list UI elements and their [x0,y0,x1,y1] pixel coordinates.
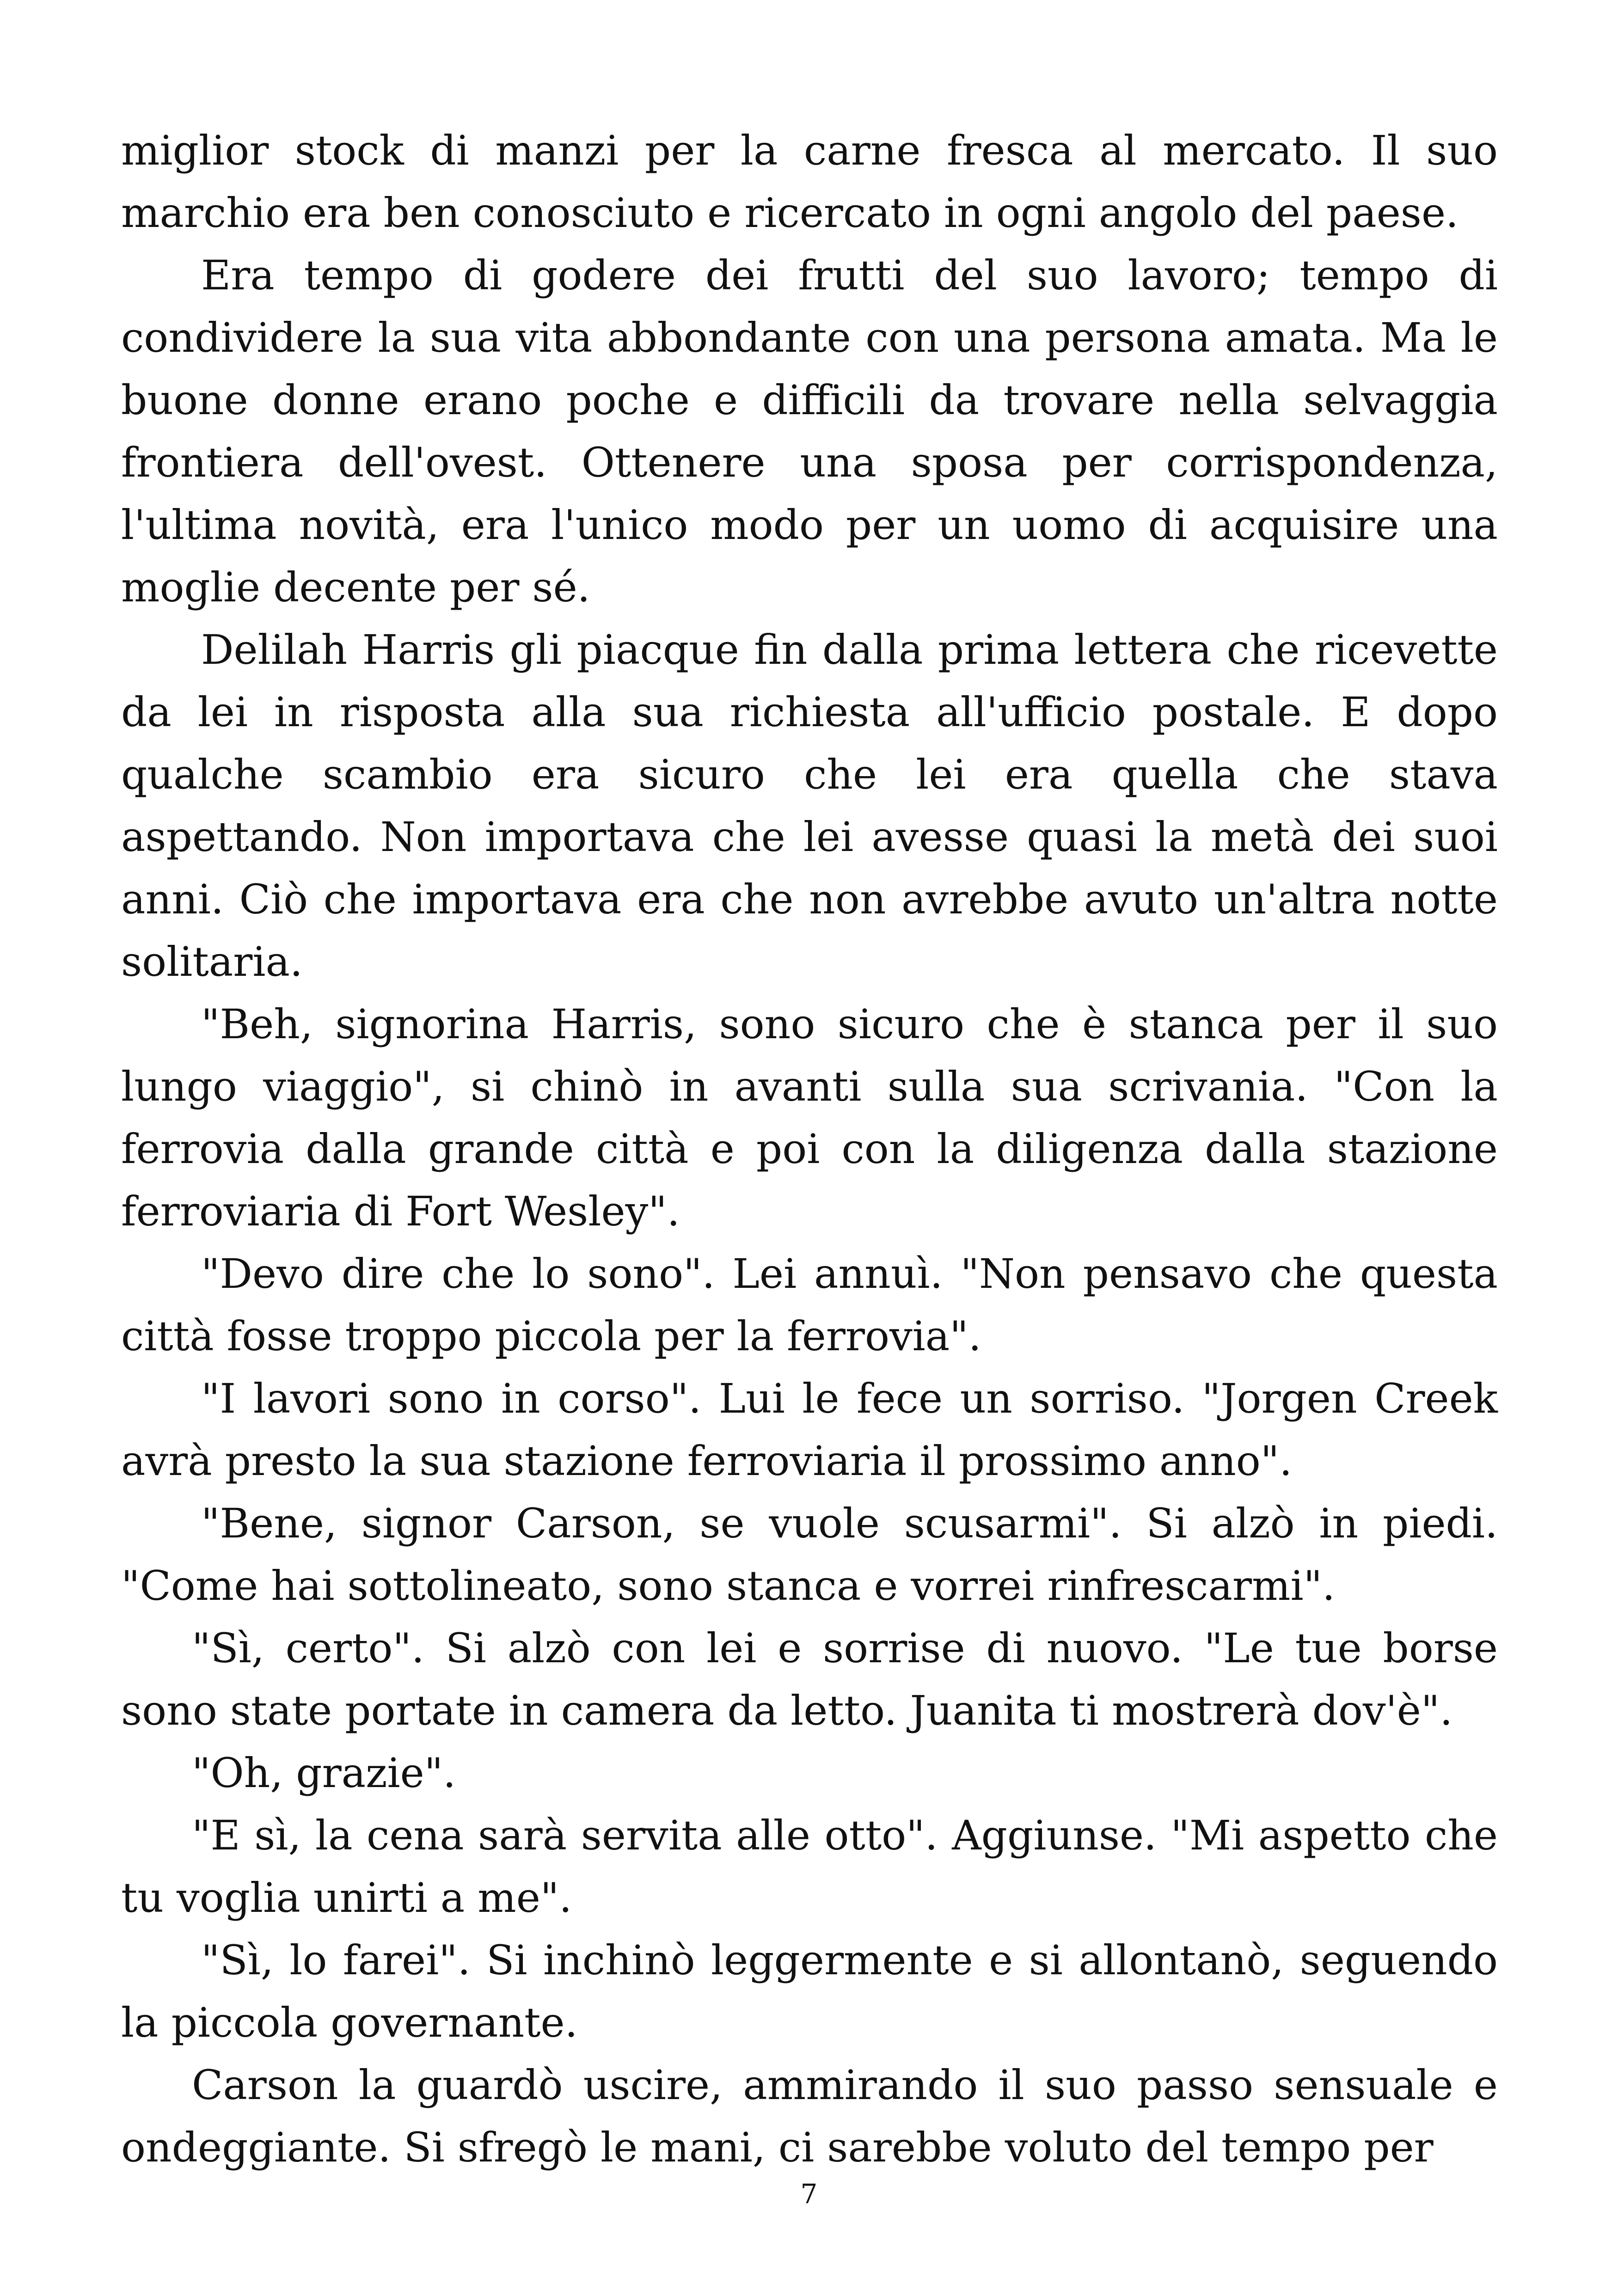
paragraph-6: "I lavori sono in corso". Lui le fece un sorriso. "Jorgen Creek avrà presto la sua stazione ferroviaria il prossimo anno". [121,1375,1498,1485]
paragraph-1: miglior stock di manzi per la carne fresca al mercato. Il suo marchio era ben conosciuto e ricercato in ogni angolo del paese. [121,127,1498,237]
page-body [121,119,1498,2179]
paragraph-10: "E sì, la cena sarà servita alle otto". Aggiunse. "Mi aspetto che tu voglia unirti a me". [121,1812,1498,1922]
paragraph-7: "Bene, signor Carson, se vuole scusarmi". Si alzò in piedi. "Come hai sottolineato, sono stanca e vorrei rinfrescarmi". [121,1500,1498,1610]
paragraph-5: "Devo dire che lo sono". Lei annuì. "Non pensavo che questa città fosse troppo piccola per la ferrovia". [121,1250,1498,1360]
paragraph-2: Era tempo di godere dei frutti del suo lavoro; tempo di condividere la sua vita abbondante con una persona amata. Ma le buone donne erano poche e difficili da trovare nella selvaggia frontiera dell'ovest. Ottenere una sposa per corrispondenza, l'ultima novità, era l'unico modo per un uomo di acquisire una moglie decente per sé. [121,251,1498,611]
paragraph-9: "Oh, grazie". [192,1749,456,1797]
paragraph-3: Delilah Harris gli piacque fin dalla prima lettera che ricevette da lei in risposta alla sua richiesta all'ufficio postale. E dopo qualche scambio era sicuro che lei era quella che stava aspettando. Non importava che lei avesse quasi la metà dei suoi anni. Ciò che importava era che non avrebbe avuto un'altra notte solitaria. [121,626,1498,986]
paragraph-4: "Beh, signorina Harris, sono sicuro che è stanca per il suo lungo viaggio", si chinò in avanti sulla sua scrivania. "Con la ferrovia dalla grande città e poi con la diligenza dalla stazione ferroviaria di Fort Wesley". [121,1000,1498,1235]
page-number: 7 [800,2178,818,2210]
paragraph-12: Carson la guardò uscire, ammirando il suo passo sensuale e ondeggiante. Si sfregò le mani, ci sarebbe voluto del tempo per [121,2061,1498,2171]
paragraph-11: "Sì, lo farei". Si inchinò leggermente e si allontanò, seguendo la piccola governante. [121,1936,1498,2046]
paragraph-8: "Sì, certo". Si alzò con lei e sorrise di nuovo. "Le tue borse sono state portate in camera da letto. Juanita ti mostrerà dov'è". [121,1624,1498,1734]
